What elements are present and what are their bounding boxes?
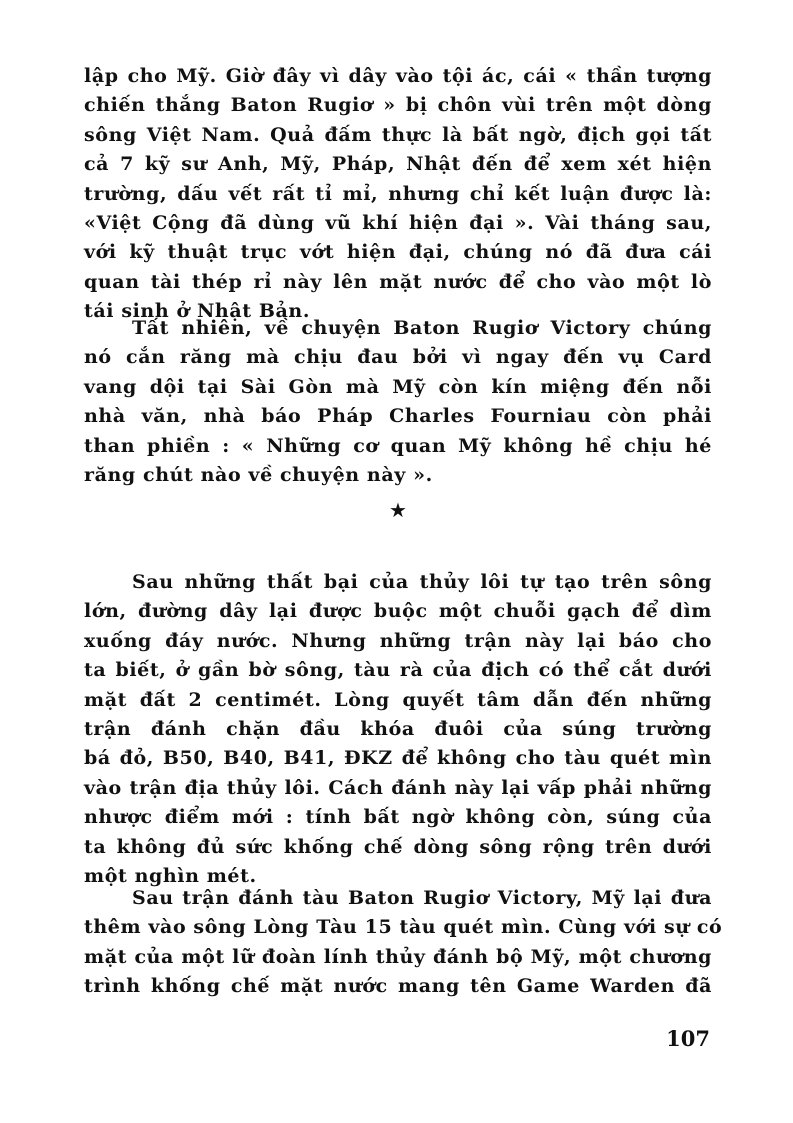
text-line: ta biết, ở gần bờ sông, tàu rà của địch có thể cắt dưới xyxy=(84,659,712,682)
text-line: lập cho Mỹ. Giờ đây vì dây vào tội ác, cái « thần tượng xyxy=(84,65,712,87)
paragraph-1 xyxy=(84,62,712,327)
text-line: xuống đáy nước. Nhưng những trận này lại báo cho xyxy=(84,629,712,652)
text-line: mặt đất 2 centimét. Lòng quyết tâm dẫn đến những xyxy=(84,688,712,711)
text-line: lớn, đường dây lại được buộc một chuỗi gạch để dìm xyxy=(84,600,712,623)
text-line: trường, dấu vết rất tỉ mỉ, nhưng chỉ kết luận được là: xyxy=(84,182,712,205)
text-line: nhược điểm mới : tính bất ngờ không còn, súng của xyxy=(84,806,712,829)
text-line: nhà văn, nhà báo Pháp Charles Fourniau còn phải xyxy=(84,405,712,428)
text-line: cả 7 kỹ sư Anh, Mỹ, Pháp, Nhật đến để xem xét hiện xyxy=(84,153,712,176)
page-number: 107 xyxy=(666,1026,710,1051)
text-line: tái sinh ở Nhật Bản. xyxy=(84,300,311,323)
text-line: mặt của một lữ đoàn lính thủy đánh bộ Mỹ, một chương xyxy=(84,945,712,968)
text-line: than phiền : « Những cơ quan Mỹ không hề chịu hé xyxy=(84,434,712,457)
text-line: nó cắn răng mà chịu đau bởi vì ngay đến vụ Card xyxy=(84,346,712,369)
text-line: một nghìn mét. xyxy=(84,865,257,888)
paragraph-4 xyxy=(84,884,723,1002)
text-line: ta không đủ sức khống chế dòng sông rộng trên dưới xyxy=(84,835,712,858)
section-separator-star: ★ xyxy=(389,498,407,522)
text-line: quan tài thép rỉ này lên mặt nước để cho vào một lò xyxy=(84,270,712,293)
text-line: vang dội tại Sài Gòn mà Mỹ còn kín miệng đến nỗi xyxy=(84,375,712,398)
text-line: Sau trận đánh tàu Baton Rugiơ Victory, Mỹ lại đưa xyxy=(132,887,712,909)
text-line: vào trận địa thủy lôi. Cách đánh này lại vấp phải những xyxy=(84,776,712,799)
text-line: trận đánh chặn đầu khóa đuôi của súng trường xyxy=(84,718,712,741)
text-line: thêm vào sông Lòng Tàu 15 tàu quét mìn. Cùng với sự có xyxy=(84,916,723,939)
text-line: răng chút nào về chuyện này ». xyxy=(84,464,433,487)
text-line: với kỹ thuật trục vớt hiện đại, chúng nó đã đưa cái xyxy=(84,241,712,264)
text-line: sông Việt Nam. Quả đấm thực là bất ngờ, địch gọi tất xyxy=(84,123,712,146)
text-line: chiến thắng Baton Rugiơ » bị chôn vùi trên một dòng xyxy=(84,94,712,117)
text-line: «Việt Cộng đã dùng vũ khí hiện đại ». Vài tháng sau, xyxy=(84,212,712,235)
paragraph-3 xyxy=(84,568,712,891)
text-line: Tất nhiên, về chuyện Baton Rugiơ Victory chúng xyxy=(132,317,712,339)
text-line: Sau những thất bại của thủy lôi tự tạo trên sông xyxy=(132,571,712,593)
text-line: bá đỏ, B50, B40, B41, ĐKZ để không cho tàu quét mìn xyxy=(84,747,712,770)
text-line: trình khống chế mặt nước mang tên Game Warden đã xyxy=(84,975,712,998)
paragraph-2 xyxy=(84,314,712,490)
